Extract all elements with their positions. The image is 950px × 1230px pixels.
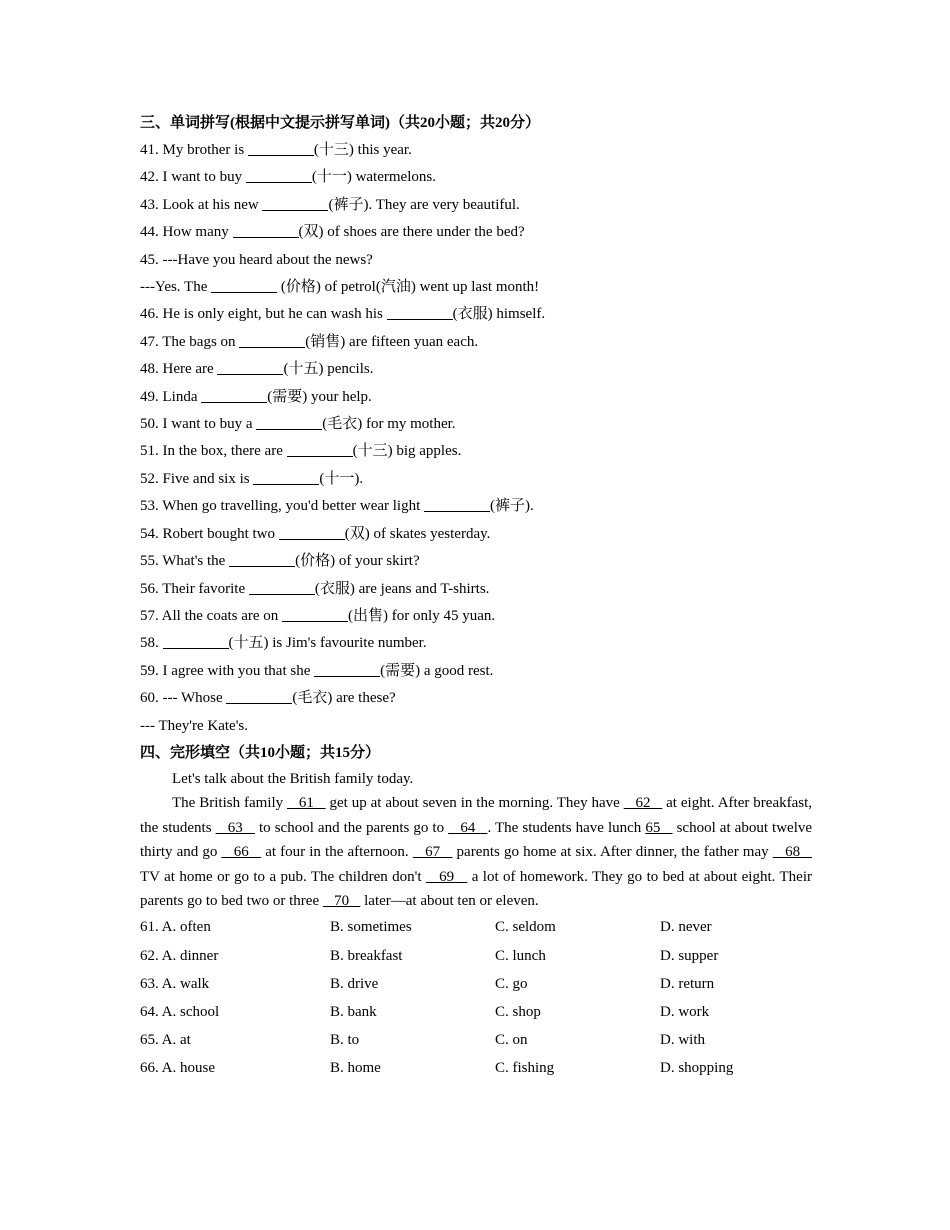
blank-61: 61 — [287, 795, 326, 812]
answer-blank — [282, 605, 348, 622]
blank-68: 68 — [772, 844, 813, 861]
option-choice: 63. A. walk — [140, 975, 210, 992]
answer-blank — [287, 440, 353, 457]
option-choice: 65. A. at — [140, 1032, 191, 1049]
option-row — [140, 942, 812, 970]
option-row — [140, 970, 812, 998]
blank-70: 70 — [322, 892, 361, 909]
section-4-title: 四、完形填空（共10小题；共15分） — [140, 744, 381, 761]
answer-blank — [248, 139, 314, 156]
question-line: 56. Their favorite (衣服) are jeans and T-shirts. — [140, 576, 812, 603]
cloze-passage: The British family 61 get up at about seven in the morning. They have 62 at eight. After breakfast, the students 63 to school and the parents go to 64 . The students have lunch 65 school at about twelve thirty and go 66 at four in the afternoon. 67 parents go home at six. After dinner, the father may 68 TV at home or go to a pub. The children don't 69 a lot of homework. They go to bed at about eight. Their parents go to bed two or three 70 later—at about ten or eleven. — [140, 795, 813, 909]
option-choice: 61. A. often — [140, 919, 211, 936]
option-row — [140, 998, 812, 1026]
option-row — [140, 1026, 812, 1054]
question-line: 44. How many (双) of shoes are there under the bed? — [140, 219, 812, 246]
blank-65: 65 — [645, 819, 673, 836]
option-row — [140, 1054, 812, 1082]
blank-69: 69 — [425, 868, 468, 885]
blank-67: 67 — [412, 844, 453, 861]
option-choice: 66. A. house — [140, 1060, 215, 1077]
option-choice: D. supper — [660, 947, 719, 964]
question-line: 54. Robert bought two (双) of skates yesterday. — [140, 521, 812, 548]
option-choice: D. never — [660, 919, 712, 936]
option-choice: B. drive — [330, 975, 379, 992]
answer-blank — [233, 221, 299, 238]
question-line: 55. What's the (价格) of your skirt? — [140, 548, 812, 575]
answer-blank — [201, 386, 267, 403]
answer-blank — [246, 166, 312, 183]
option-row — [140, 913, 812, 941]
option-choice: 64. A. school — [140, 1003, 220, 1020]
answer-blank — [211, 276, 277, 293]
option-choice: D. with — [660, 1032, 705, 1049]
option-choice: D. return — [660, 975, 715, 992]
answer-blank — [424, 495, 490, 512]
question-line: ---Yes. The (价格) of petrol(汽油) went up last month! — [140, 274, 812, 301]
option-choice: D. shopping — [660, 1060, 734, 1077]
section-3-title: 三、单词拼写(根据中文提示拼写单词)（共20小题；共20分） — [140, 115, 540, 131]
exam-page — [140, 112, 812, 1083]
answer-blank — [163, 632, 229, 649]
answer-blank — [256, 413, 322, 430]
option-choice: B. bank — [330, 1003, 377, 1020]
answer-blank — [279, 523, 345, 540]
answer-blank — [226, 687, 292, 704]
option-choice: B. to — [330, 1032, 360, 1049]
question-line: 48. Here are (十五) pencils. — [140, 356, 812, 383]
option-choice: B. sometimes — [330, 919, 412, 936]
answer-blank — [239, 331, 305, 348]
question-line: 43. Look at his new (裤子). They are very beautiful. — [140, 192, 812, 219]
answer-blank — [253, 468, 319, 485]
option-choice: C. go — [495, 975, 528, 992]
option-choice: D. work — [660, 1003, 710, 1020]
blank-63: 63 — [215, 819, 255, 836]
question-line: 57. All the coats are on (出售) for only 45 yuan. — [140, 603, 812, 630]
question-line: --- They're Kate's. — [140, 717, 248, 734]
option-choice: 62. A. dinner — [140, 947, 219, 964]
option-choice: C. shop — [495, 1003, 541, 1020]
answer-blank — [387, 303, 453, 320]
answer-blank — [217, 358, 283, 375]
spelling-questions — [140, 137, 812, 740]
answer-blank — [229, 550, 295, 567]
option-choice: C. lunch — [495, 947, 546, 964]
question-line: 46. He is only eight, but he can wash his (衣服) himself. — [140, 301, 812, 328]
question-line: 53. When go travelling, you'd better wear light (裤子). — [140, 493, 812, 520]
option-choice: C. on — [495, 1032, 528, 1049]
question-line: 59. I agree with you that she (需要) a good rest. — [140, 658, 812, 685]
option-choice: C. seldom — [495, 919, 556, 936]
option-choice: B. home — [330, 1060, 381, 1077]
cloze-intro: Let's talk about the British family today. — [172, 770, 414, 787]
answer-blank — [249, 578, 315, 595]
answer-blank — [262, 194, 328, 211]
option-choice: C. fishing — [495, 1060, 555, 1077]
question-line: 49. Linda (需要) your help. — [140, 384, 812, 411]
question-line: 47. The bags on (销售) are fifteen yuan each. — [140, 329, 812, 356]
question-line: 45. ---Have you heard about the news? — [140, 251, 373, 268]
answer-blank — [314, 660, 380, 677]
blank-66: 66 — [221, 844, 262, 861]
question-line: 52. Five and six is (十一). — [140, 466, 812, 493]
option-choice: B. breakfast — [330, 947, 403, 964]
blank-64: 64 — [448, 819, 488, 836]
question-line: 51. In the box, there are (十三) big apples. — [140, 438, 812, 465]
cloze-options — [140, 913, 812, 1082]
question-line: 41. My brother is (十三) this year. — [140, 137, 812, 164]
question-line: 50. I want to buy a (毛衣) for my mother. — [140, 411, 812, 438]
question-line: 42. I want to buy (十一) watermelons. — [140, 164, 812, 191]
question-line: 60. --- Whose (毛衣) are these? — [140, 685, 812, 712]
blank-62: 62 — [623, 795, 663, 812]
question-line: 58. (十五) is Jim's favourite number. — [140, 630, 812, 657]
